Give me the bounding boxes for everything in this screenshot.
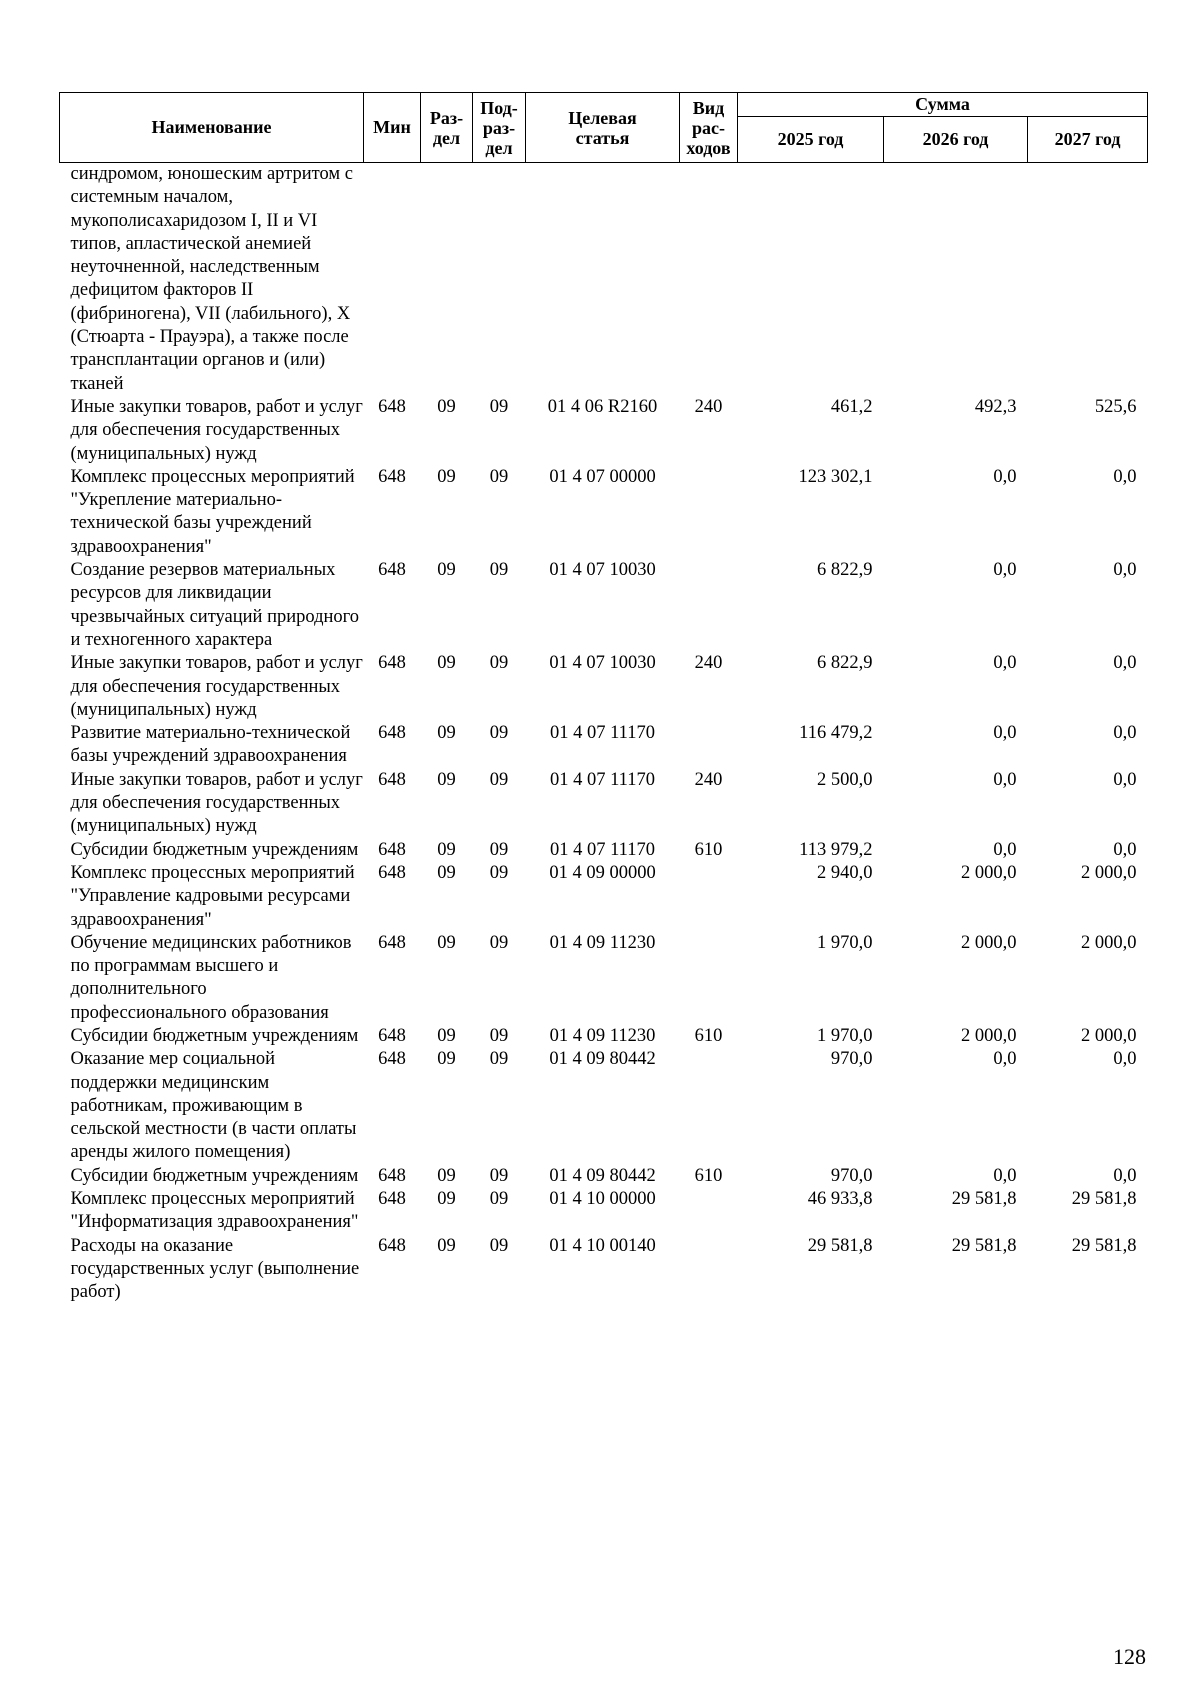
row-razdel: [421, 163, 473, 396]
row-min: 648: [378, 396, 406, 417]
row-sum-2027: 2 000,0: [1081, 1025, 1137, 1046]
row-name: Иные закупки товаров, работ и услуг для обеспечения государственных (муниципальных) нужд: [70, 396, 363, 464]
row-sum-2026: 2 000,0: [961, 862, 1017, 883]
row-razdel: 09: [437, 862, 456, 883]
row-vid: [680, 932, 738, 1025]
row-podrazdel: 09: [489, 723, 509, 744]
row-target: 01 4 07 10030: [549, 560, 656, 581]
row-sum-2026: 492,3: [974, 396, 1017, 417]
row-name: Обучение медицинских работников по программам высшего и дополнительного профессионального образования: [70, 932, 352, 1023]
row-name: Комплекс процессных мероприятий "Управление кадровыми ресурсами здравоохранения": [70, 862, 355, 930]
row-sum-2026: 2 000,0: [961, 1025, 1017, 1046]
row-sum-2025: 6 822,9: [817, 560, 873, 581]
row-target: 01 4 09 80442: [549, 1165, 656, 1186]
row-min: 648: [378, 1189, 406, 1210]
row-target: 01 4 07 00000: [549, 466, 656, 487]
row-vid: [680, 559, 738, 652]
row-sum-2027: 0,0: [1113, 560, 1137, 581]
table-row: [60, 163, 1148, 396]
row-name: Развитие материально-технической базы учреждений здравоохранения: [70, 723, 351, 767]
row-sum-2027: 0,0: [1113, 1165, 1137, 1186]
row-razdel: 09: [437, 932, 456, 953]
row-sum-2026: 2 000,0: [961, 932, 1017, 953]
row-podrazdel: 09: [489, 1235, 509, 1256]
row-min: 648: [378, 932, 406, 953]
row-min: 648: [378, 1025, 406, 1046]
row-sum-2027: 0,0: [1113, 769, 1137, 790]
row-sum-2027: 0,0: [1113, 653, 1137, 674]
row-target: 01 4 07 10030: [549, 653, 656, 674]
row-target: 01 4 10 00000: [549, 1189, 656, 1210]
row-vid: 610: [694, 1165, 723, 1186]
row-target: 01 4 07 11170: [549, 839, 655, 860]
row-target: 01 4 09 11230: [549, 932, 656, 953]
table-row: [60, 1188, 1148, 1235]
header-name: Наименование: [60, 93, 364, 163]
table-row: [60, 839, 1148, 862]
row-min: 648: [378, 839, 406, 860]
row-target: 01 4 09 00000: [549, 862, 656, 883]
row-podrazdel: 09: [489, 1189, 509, 1210]
row-target: 01 4 09 11230: [549, 1025, 656, 1046]
table-row: [60, 862, 1148, 932]
row-sum-2026: 29 581,8: [951, 1189, 1017, 1210]
row-name: Комплекс процессных мероприятий "Информатизация здравоохранения": [70, 1189, 359, 1233]
header-min: Мин: [364, 93, 421, 163]
table-row: [60, 769, 1148, 839]
row-podrazdel: 09: [489, 560, 509, 581]
row-name: Иные закупки товаров, работ и услуг для обеспечения государственных (муниципальных) нужд: [70, 653, 363, 720]
row-vid: [680, 862, 738, 932]
row-sum-2027: 525,6: [1094, 396, 1137, 417]
header-podrazdel: Под- раз- дел: [473, 93, 526, 163]
row-sum-2025: 970,0: [830, 1049, 873, 1070]
row-sum-2027: [1028, 163, 1148, 396]
row-vid: 240: [694, 396, 723, 417]
row-target: 01 4 10 00140: [549, 1235, 656, 1256]
row-razdel: 09: [437, 653, 456, 674]
row-vid: [680, 1188, 738, 1235]
row-sum-2025: 2 500,0: [817, 769, 873, 790]
row-vid: [680, 1235, 738, 1305]
table-row: [60, 1235, 1148, 1305]
row-sum-2027: 0,0: [1113, 466, 1137, 487]
row-sum-2025: 461,2: [830, 396, 873, 417]
header-summa: Сумма: [738, 93, 1148, 117]
row-min: 648: [378, 1049, 406, 1070]
row-podrazdel: 09: [489, 839, 509, 860]
table-row: [60, 1048, 1148, 1164]
row-sum-2027: 0,0: [1113, 723, 1137, 744]
table-row: [60, 932, 1148, 1025]
row-sum-2027: 0,0: [1113, 1049, 1137, 1070]
row-sum-2026: 29 581,8: [951, 1235, 1017, 1256]
row-sum-2025: 113 979,2: [799, 839, 873, 860]
table-row: [60, 1025, 1148, 1048]
row-razdel: 09: [437, 560, 456, 581]
header-razdel: Раз- дел: [421, 93, 473, 163]
row-sum-2025: 46 933,8: [807, 1189, 873, 1210]
row-sum-2026: 0,0: [993, 769, 1017, 790]
row-min: 648: [378, 769, 406, 790]
row-sum-2027: 29 581,8: [1071, 1189, 1137, 1210]
header-target: Целевая статья: [526, 93, 680, 163]
row-name: Комплекс процессных мероприятий "Укрепление материально-технической базы учреждений здравоохранения": [70, 466, 355, 557]
table-row: [60, 396, 1148, 466]
row-name: Иные закупки товаров, работ и услуг для обеспечения государственных (муниципальных) нужд: [70, 769, 363, 837]
row-podrazdel: 09: [489, 1025, 509, 1046]
row-sum-2027: 29 581,8: [1071, 1235, 1137, 1256]
header-year-2027: 2027 год: [1028, 117, 1148, 163]
row-sum-2025: 29 581,8: [807, 1235, 873, 1256]
row-min: [364, 163, 421, 396]
row-sum-2027: 0,0: [1113, 839, 1137, 860]
row-razdel: 09: [437, 1025, 456, 1046]
row-podrazdel: 09: [489, 1049, 509, 1070]
row-name: Создание резервов материальных ресурсов для ликвидации чрезвычайных ситуаций природного и техногенного характера: [70, 560, 360, 650]
table-row: [60, 559, 1148, 652]
row-razdel: 09: [437, 396, 456, 417]
row-target: 01 4 06 R2160: [547, 396, 658, 417]
budget-table: [59, 92, 1148, 1305]
row-sum-2025: 6 822,9: [817, 653, 873, 674]
row-podrazdel: 09: [489, 862, 509, 883]
row-vid: 240: [694, 769, 723, 790]
row-podrazdel: [473, 163, 526, 396]
row-name: синдромом, юношеским артритом с системным началом, мукополисахаридозом I, II и VI типов, апластической анемией неуточненной, наследственным дефицитом факторов II (фибриногена), VII (лабильного), X (Стюарта - Прауэра), а также после трансплантации органов и (или) тканей: [70, 164, 353, 394]
row-razdel: 09: [437, 769, 456, 790]
row-min: 648: [378, 466, 406, 487]
row-razdel: 09: [437, 1165, 456, 1186]
row-sum-2025: 970,0: [830, 1165, 873, 1186]
row-min: 648: [378, 862, 406, 883]
table-body: [60, 163, 1148, 1305]
row-sum-2026: 0,0: [993, 560, 1017, 581]
row-sum-2026: 0,0: [993, 839, 1017, 860]
row-sum-2025: 116 479,2: [799, 723, 873, 744]
header-year-2026: 2026 год: [884, 117, 1028, 163]
row-vid: [680, 722, 738, 769]
row-name: Субсидии бюджетным учреждениям: [70, 839, 359, 860]
row-min: 648: [378, 560, 406, 581]
row-sum-2026: 0,0: [993, 466, 1017, 487]
row-sum-2025: 2 940,0: [817, 862, 873, 883]
row-podrazdel: 09: [489, 932, 509, 953]
row-sum-2026: 0,0: [993, 653, 1017, 674]
row-min: 648: [378, 1235, 406, 1256]
row-sum-2025: [738, 163, 884, 396]
row-vid: [680, 1048, 738, 1164]
row-vid: [680, 163, 738, 396]
row-podrazdel: 09: [489, 1165, 509, 1186]
row-sum-2026: 0,0: [993, 723, 1017, 744]
row-vid: 610: [694, 839, 723, 860]
row-sum-2026: [884, 163, 1028, 396]
row-sum-2026: 0,0: [993, 1049, 1017, 1070]
row-name: Оказание мер социальной поддержки медицинским работникам, проживающим в сельской местности (в части оплаты аренды жилого помещения): [70, 1049, 357, 1163]
row-podrazdel: 09: [489, 396, 509, 417]
row-target: 01 4 09 80442: [549, 1049, 656, 1070]
row-razdel: 09: [437, 1189, 456, 1210]
row-razdel: 09: [437, 466, 456, 487]
header-vid: Вид рас- ходов: [680, 93, 738, 163]
row-min: 648: [378, 653, 406, 674]
row-sum-2025: 123 302,1: [798, 466, 873, 487]
row-name: Расходы на оказание государственных услуг (выполнение работ): [70, 1235, 360, 1303]
row-min: 648: [378, 723, 406, 744]
table-header: [60, 93, 1148, 163]
row-name: Субсидии бюджетным учреждениям: [70, 1165, 359, 1186]
row-vid: [680, 466, 738, 559]
row-razdel: 09: [437, 723, 456, 744]
row-target: 01 4 07 11170: [549, 723, 655, 744]
row-podrazdel: 09: [489, 466, 509, 487]
row-target: 01 4 07 11170: [549, 769, 655, 790]
row-razdel: 09: [437, 1235, 456, 1256]
row-sum-2027: 2 000,0: [1081, 862, 1137, 883]
table-row: [60, 466, 1148, 559]
row-sum-2025: 1 970,0: [817, 1025, 873, 1046]
header-year-2025: 2025 год: [738, 117, 884, 163]
row-podrazdel: 09: [489, 769, 509, 790]
row-name: Субсидии бюджетным учреждениям: [70, 1025, 359, 1046]
table-row: [60, 1165, 1148, 1188]
row-min: 648: [378, 1165, 406, 1186]
row-podrazdel: 09: [489, 653, 509, 674]
row-vid: 240: [694, 653, 723, 674]
table-row: [60, 652, 1148, 722]
row-razdel: 09: [437, 1049, 456, 1070]
row-sum-2026: 0,0: [993, 1165, 1017, 1186]
row-razdel: 09: [437, 839, 456, 860]
row-vid: 610: [694, 1025, 723, 1046]
table-row: [60, 722, 1148, 769]
row-sum-2027: 2 000,0: [1081, 932, 1137, 953]
page-number: 128: [1113, 1644, 1146, 1669]
row-target: [526, 163, 680, 396]
row-sum-2025: 1 970,0: [817, 932, 873, 953]
